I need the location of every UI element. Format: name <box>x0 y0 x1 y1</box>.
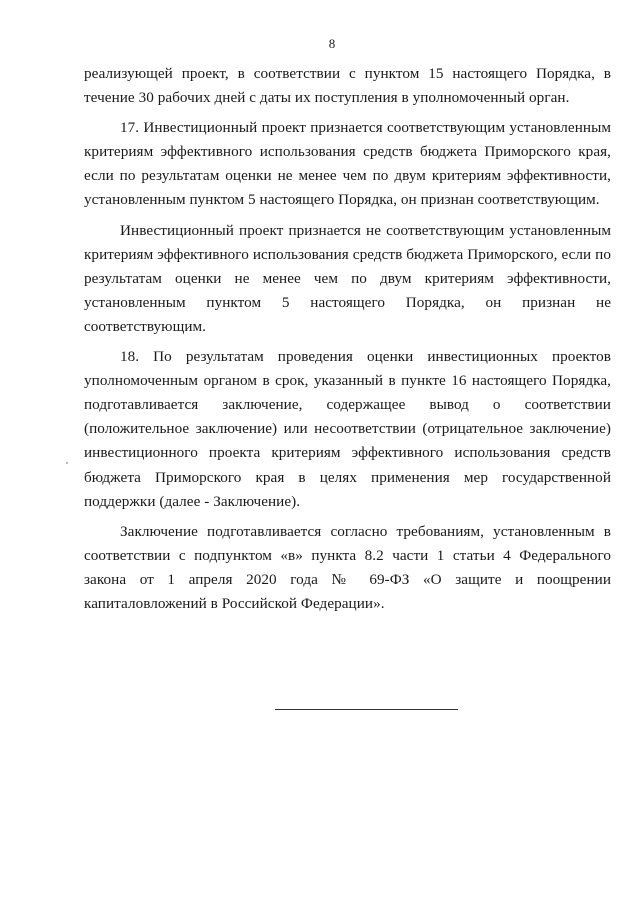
paragraph-18-conclusion: Заключение подготавливается согласно требованиям, установленным в соответствии с подпунктом «в» пункта 8.2 части 1 статьи 4 Федерального закона от 1 апреля 2020 года № 69-ФЗ «О защите и поощрении капиталовложений в Российской Федерации». <box>84 522 611 612</box>
scan-artifact-dot <box>66 462 68 464</box>
page-number: 8 <box>328 36 336 51</box>
document-body <box>84 62 611 616</box>
paragraph-17: 17. Инвестиционный проект признается соответствующим установленным критериям эффективного использования средств бюджета Приморского края, если по результатам оценки не менее чем по двум критериям эффективности, установленным пунктом 5 настоящего Порядка, он признан соответствующим. <box>84 119 611 209</box>
paragraph-continuation: реализующей проект, в соответствии с пунктом 15 настоящего Порядка, в течение 30 рабочих дней с даты их поступления в уполномоченный орган. <box>84 65 611 107</box>
paragraph-17-not-compliant: Инвестиционный проект признается не соответствующим установленным критериям эффективного использования средств бюджета Приморского, если по результатам оценки не менее чем по двум критериям эффективности, установленным пунктом 5 настоящего Порядка, он признан не соответствующим. <box>84 221 611 335</box>
closing-rule-line <box>275 709 458 710</box>
paragraph-18: 18. По результатам проведения оценки инвестиционных проектов уполномоченным органом в срок, указанный в пункте 16 настоящего Порядка, подготавливается заключение, содержащее вывод о соответствии (положительное заключение) или несоответствии (отрицательное заключение) инвестиционного проекта критериям эффективного использования средств бюджета Приморского края в целях применения мер государственной поддержки (далее - Заключение). <box>84 348 611 510</box>
